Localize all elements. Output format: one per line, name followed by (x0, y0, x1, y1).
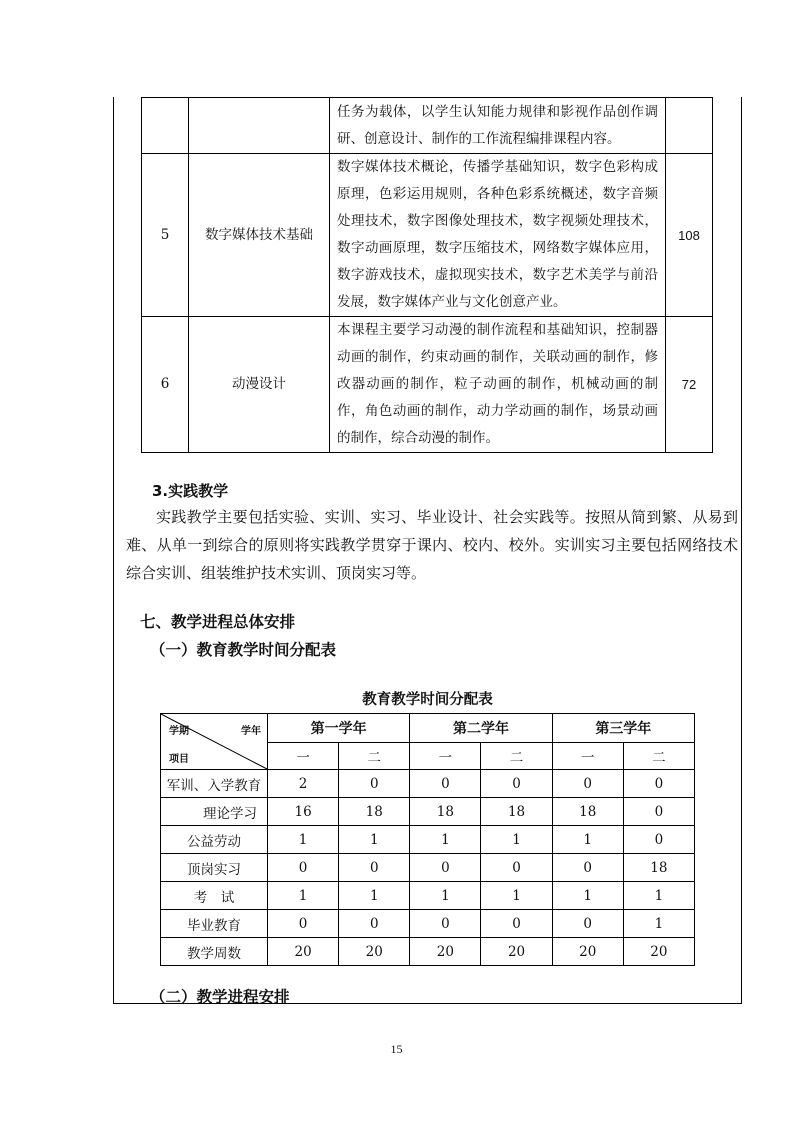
page-number: 15 (390, 1042, 403, 1056)
term-header: 二 (623, 743, 694, 770)
course-num: 6 (142, 317, 189, 453)
cell: 0 (410, 770, 481, 798)
cell: 1 (268, 882, 339, 910)
table-row (161, 882, 695, 910)
course-table (141, 97, 713, 453)
cell: 1 (623, 882, 694, 910)
table-row (161, 714, 695, 743)
table-row (161, 770, 695, 798)
course-name: 动漫设计 (189, 317, 330, 453)
term-header: 一 (268, 743, 339, 770)
cell: 1 (339, 882, 410, 910)
course-num: 5 (142, 154, 189, 317)
year-header: 第一学年 (268, 714, 410, 743)
cell: 0 (268, 910, 339, 938)
cell: 0 (552, 910, 623, 938)
table-row (161, 938, 695, 966)
cell: 0 (268, 854, 339, 882)
term-header: 一 (552, 743, 623, 770)
section7-sub2: （二）教学进程安排 (150, 988, 290, 1006)
row-label: 理论学习 (161, 798, 268, 826)
cell: 1 (552, 882, 623, 910)
section7-sub1: （一）教育教学时间分配表 (150, 641, 337, 659)
cell: 18 (339, 798, 410, 826)
cell: 1 (481, 826, 552, 854)
cell: 0 (339, 854, 410, 882)
table-row (142, 98, 713, 154)
table-row (161, 910, 695, 938)
corner-cell (161, 714, 268, 770)
section7-heading: 七、教学进程总体安排 (140, 613, 296, 631)
cell: 18 (481, 798, 552, 826)
cell: 20 (410, 938, 481, 966)
cell: 0 (623, 826, 694, 854)
cell: 0 (481, 854, 552, 882)
cell: 0 (623, 770, 694, 798)
course-desc: 数字媒体技术概论，传播学基础知识，数字色彩构成原理，色彩运用规则，各种色彩系统概述，数字音频处理技术，数字图像处理技术，数字视频处理技术，数字动画原理，数字压缩技术，网络数字媒体应用，数字游戏技术，虚拟现实技术，数字艺术美学与前沿发展，数字媒体产业与文化创意产业。 (330, 154, 666, 317)
cell: 20 (268, 938, 339, 966)
cell: 1 (552, 826, 623, 854)
cell: 0 (481, 910, 552, 938)
row-label: 军训、入学教育 (161, 770, 268, 798)
row-label: 毕业教育 (161, 910, 268, 938)
cell: 0 (481, 770, 552, 798)
cell: 20 (339, 938, 410, 966)
course-name (189, 98, 330, 154)
cell: 0 (623, 798, 694, 826)
term-header: 二 (339, 743, 410, 770)
row-label: 考 试 (161, 882, 268, 910)
cell: 18 (410, 798, 481, 826)
cell: 1 (481, 882, 552, 910)
cell: 16 (268, 798, 339, 826)
cell: 0 (552, 770, 623, 798)
cell: 1 (268, 826, 339, 854)
row-label: 教学周数 (161, 938, 268, 966)
cell: 0 (339, 910, 410, 938)
year-header: 第三学年 (552, 714, 694, 743)
corner-year: 学年 (241, 726, 261, 737)
cell: 2 (268, 770, 339, 798)
cell: 1 (410, 882, 481, 910)
term-header: 一 (410, 743, 481, 770)
cell: 20 (623, 938, 694, 966)
cell: 20 (552, 938, 623, 966)
course-hours: 108 (666, 154, 713, 317)
cell: 0 (552, 854, 623, 882)
cell: 20 (481, 938, 552, 966)
course-name: 数字媒体技术基础 (189, 154, 330, 317)
schedule-table (160, 713, 695, 966)
cell: 18 (623, 854, 694, 882)
cell: 0 (339, 770, 410, 798)
course-hours (666, 98, 713, 154)
corner-term: 学期 (169, 726, 189, 737)
table-row (161, 798, 695, 826)
course-desc: 本课程主要学习动漫的制作流程和基础知识，控制器动画的制作，约束动画的制作，关联动画的制作，修改器动画的制作，粒子动画的制作，机械动画的制作，角色动画的制作，动力学动画的制作，场景动画的制作，综合动漫的制作。 (330, 317, 666, 453)
practice-heading: 3.实践教学 (152, 482, 229, 500)
course-num (142, 98, 189, 154)
schedule-title: 教育教学时间分配表 (362, 692, 493, 708)
cell: 1 (410, 826, 481, 854)
year-header: 第二学年 (410, 714, 552, 743)
table-row (142, 317, 713, 453)
table-row (161, 854, 695, 882)
table-row (142, 154, 713, 317)
practice-body: 实践教学主要包括实验、实训、实习、毕业设计、社会实践等。按照从简到繁、从易到难、从单一到综合的原则将实践教学贯穿于课内、校内、校外。实训实习主要包括网络技术综合实训、组装维护技术实训、顶岗实习等。 (126, 508, 738, 582)
cell: 1 (339, 826, 410, 854)
table-row (161, 826, 695, 854)
course-desc: 任务为载体，以学生认知能力规律和影视作品创作调研、创意设计、制作的工作流程编排课程内容。 (330, 98, 666, 154)
row-label: 顶岗实习 (161, 854, 268, 882)
cell: 0 (410, 910, 481, 938)
term-header: 二 (481, 743, 552, 770)
cell: 1 (623, 910, 694, 938)
cell: 0 (410, 854, 481, 882)
corner-item: 项目 (169, 754, 189, 765)
course-hours: 72 (666, 317, 713, 453)
row-label: 公益劳动 (161, 826, 268, 854)
cell: 18 (552, 798, 623, 826)
